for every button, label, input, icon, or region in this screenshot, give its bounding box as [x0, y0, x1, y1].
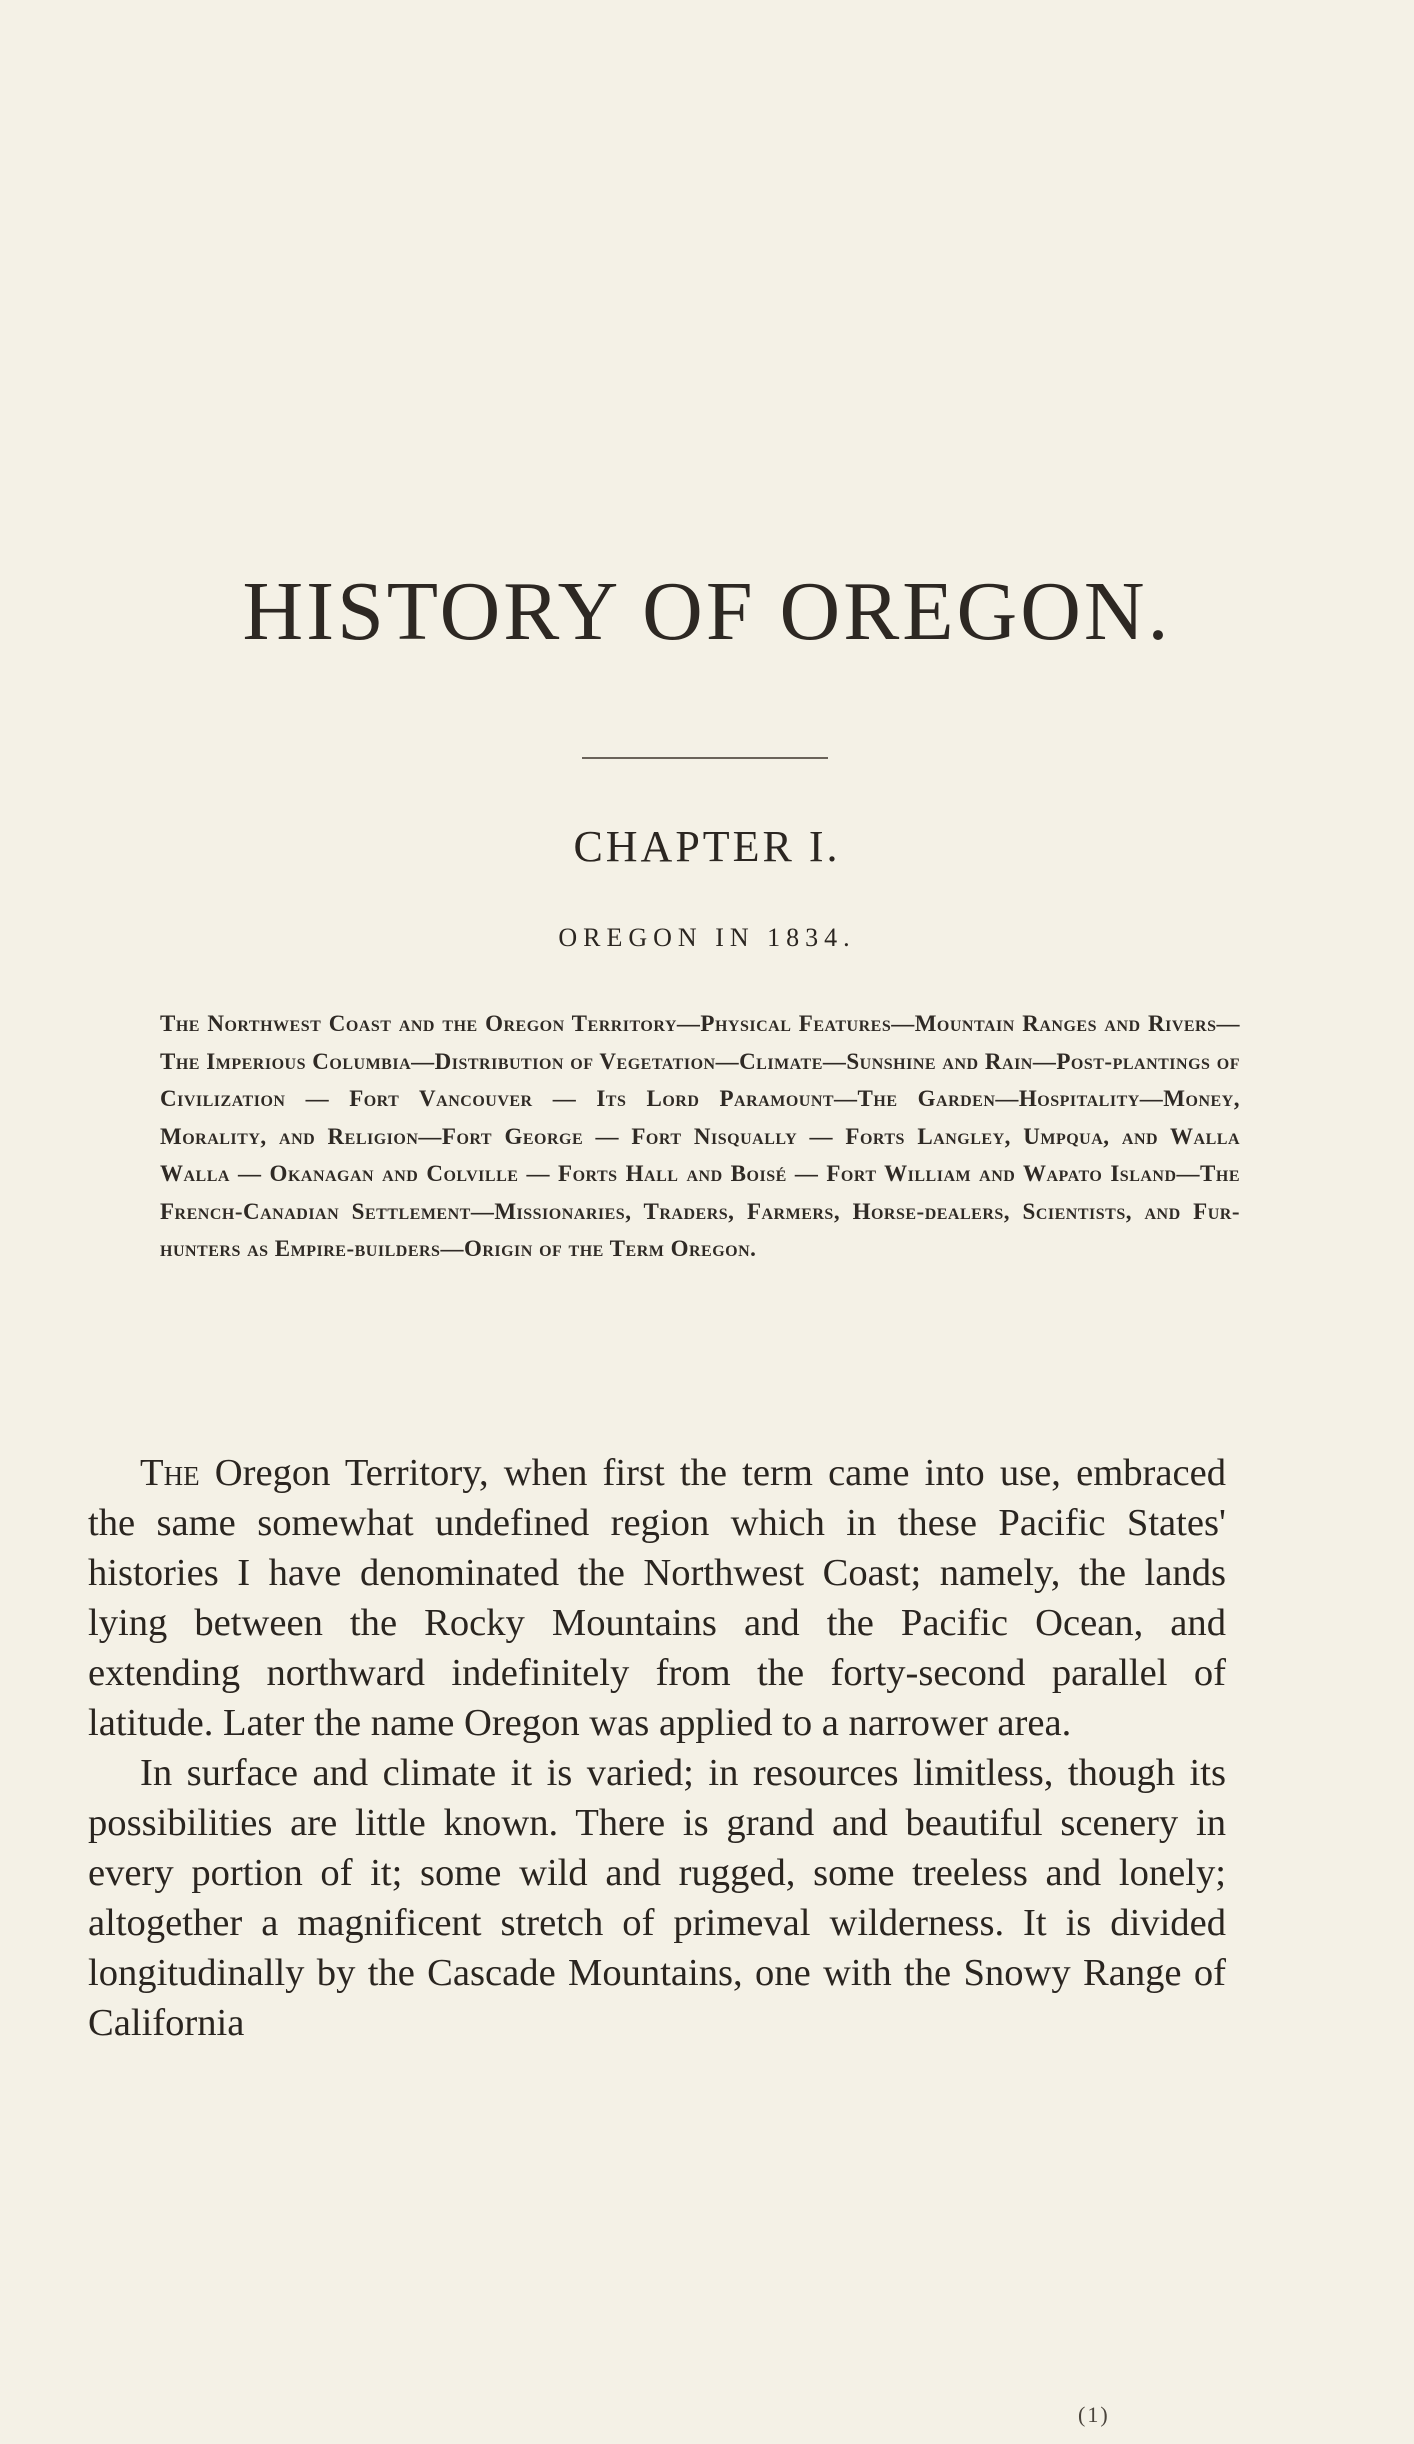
- paragraph-1-text: Oregon Territory, when first the term came into use, embraced the same somewhat undefined region which in these Pacific States' histories I have denominated the Northwest Coast; namely, the lands lying between the Rocky Mountains and the Pacific Ocean, and extending northward indefinitely from the forty-second parallel of latitude. Later the name Oregon was applied to a narrower area.: [88, 1452, 1226, 1744]
- body-text: [88, 1448, 1226, 2048]
- title-rule: [582, 757, 828, 759]
- chapter-synopsis: The Northwest Coast and the Oregon Territory—Physical Features—Mountain Ranges and Rivers—The Imperious Columbia—Distribution of Vegetation—Climate—Sunshine and Rain—Post-plantings of Civilization — Fort Vancouver — Its Lord Paramount—The Garden—Hospitality—Money, Morality, and Religion—Fort George — Fort Nisqually — Forts Langley, Umpqua, and Walla Walla — Okanagan and Colville — Forts Hall and Boisé — Fort William and Wapato Island—The French-Canadian Settlement—Missionaries, Traders, Farmers, Horse-dealers, Scientists, and Fur-hunters as Empire-builders—Origin of the Term Oregon.: [160, 1011, 1240, 1261]
- chapter-subtitle: OREGON IN 1834.: [558, 923, 856, 952]
- paragraph-1-lead-word: The: [140, 1452, 200, 1494]
- page-number: (1): [1078, 2402, 1110, 2427]
- paragraph-1: [88, 1448, 1226, 1748]
- paragraph-2: In surface and climate it is varied; in resources limitless, though its possibilities are little known. There is grand and beautiful scenery in every portion of it; some wild and rugged, some treeless and lonely; altogether a magnificent stretch of primeval wilderness. It is divided longitudinally by the Cascade Mountains, one with the Snowy Range of California: [88, 1752, 1226, 2044]
- book-title: HISTORY OF OREGON.: [242, 565, 1172, 658]
- chapter-heading: CHAPTER I.: [573, 822, 841, 871]
